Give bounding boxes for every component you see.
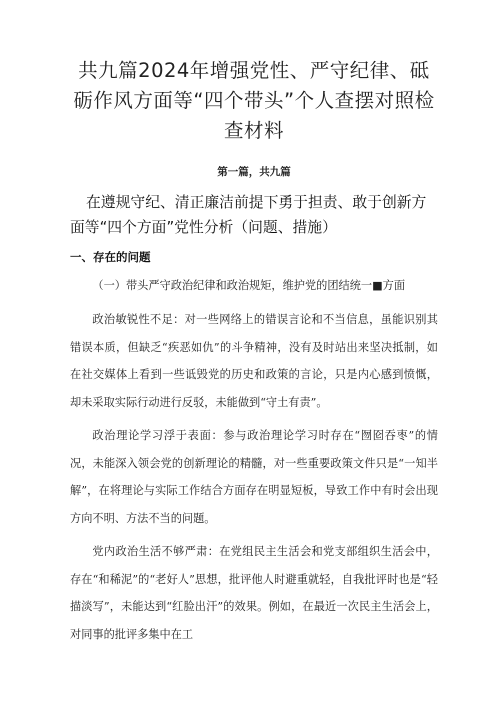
document-index: 第一篇，共九篇: [217, 166, 291, 178]
section-heading: 在遵规守纪、清正廉洁前提下勇于担责、敢于创新方面等“四个方面”党性分析（问题、措施）: [70, 194, 427, 236]
paragraph-party-life: 党内政治生活不够严肃：在党组民主生活会和党支部组织生活会中，存在“和稀泥”的“老好人”思想，批评他人时避重就轻，自我批评时也是“轻描淡写”，未能达到“红脸出汗”的效果。例如，在最近一次民主生活会上，对同事的批评多集中在工: [70, 545, 438, 641]
document-title: 共九篇2024年增强党性、严守纪律、砥砺作风方面等“四个带头”个人查摆对照检查材料: [73, 59, 435, 142]
paragraph-theory-study: 政治理论学习浮于表面：参与政治理论学习时存在“囫囵吞枣”的情况，未能深入领会党的创新理论的精髓，对一些重要政策文件只是“一知半解”，在将理论与实际工作结合方面存在明显短板，导致工作中有时会出现方向不明、方法不当的问题。: [70, 429, 438, 525]
sub-heading-problems: 一、存在的问题: [70, 250, 151, 264]
paragraph-item-1: （一）带头严守政治纪律和政治规矩，维护党的团结统一■方面: [92, 279, 406, 292]
paragraph-political-sensitivity: 政治敏锐性不足：对一些网络上的错误言论和不当信息，虽能识别其错误本质，但缺乏“疾恶如仇”的斗争精神，没有及时站出来坚决抵制，如在社交媒体上看到一些诋毁党的历史和政策的言论，只是内心感到愤慨，却未采取实际行动进行反驳，未能做到“守土有责”。: [70, 313, 438, 409]
